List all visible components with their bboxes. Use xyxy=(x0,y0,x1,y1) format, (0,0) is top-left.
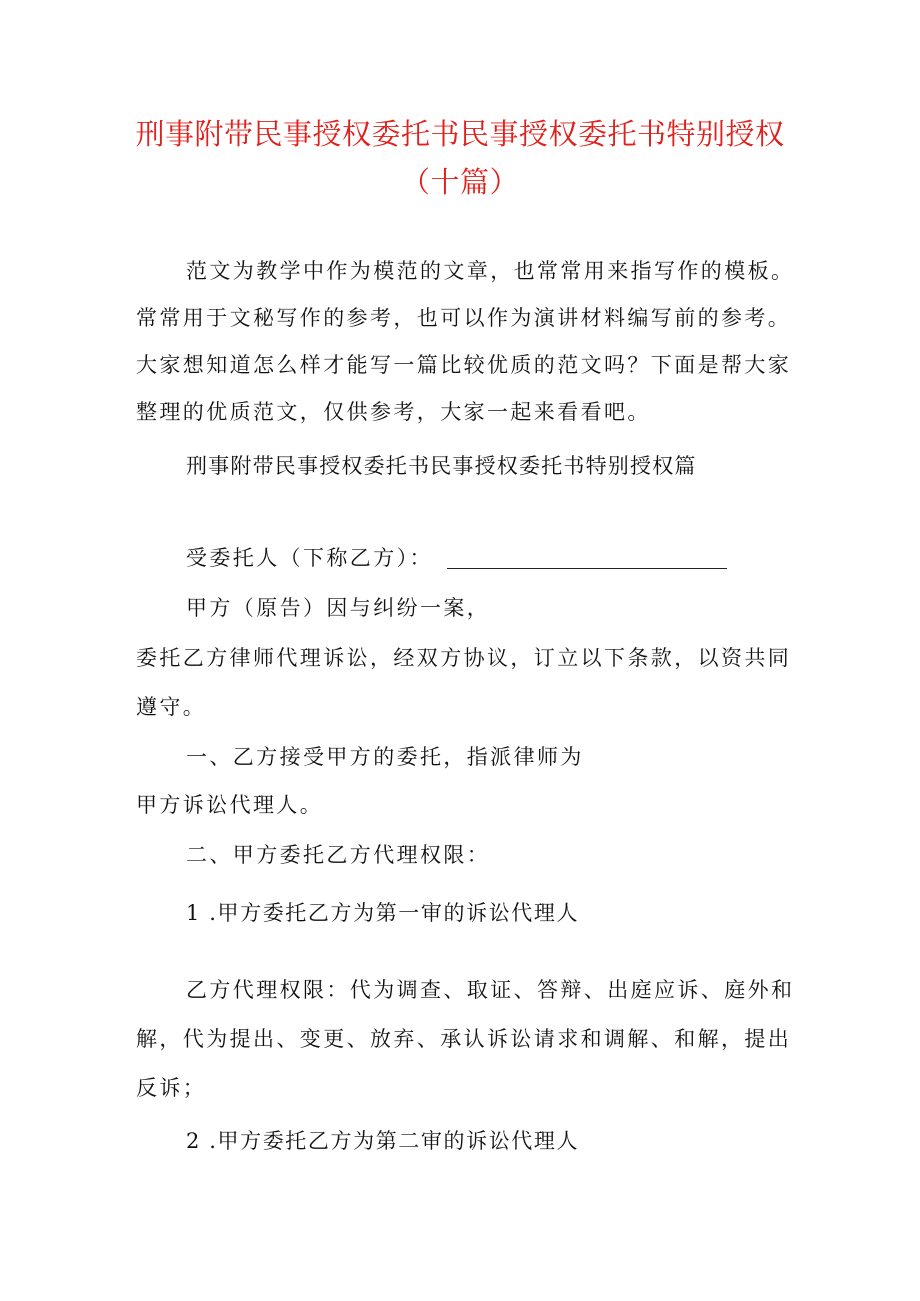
section-heading: 刑事附带民事授权委托书民事授权委托书特别授权篇 xyxy=(186,454,697,478)
trustee-row xyxy=(186,543,727,573)
document-title-line1: 刑事附带民事授权委托书民事授权委托书特别授权 xyxy=(135,117,785,151)
trustee-blank-line xyxy=(447,550,727,569)
authority-line-1: 乙方代理权限：代为调查、取证、答辩、出庭应诉、庭外和 xyxy=(186,978,795,1002)
clause-one-line-2: 甲方诉讼代理人。 xyxy=(136,793,324,817)
entrust-line-1: 委托乙方律师代理诉讼，经双方协议，订立以下条款，以资共同 xyxy=(136,646,792,670)
authority-line-2: 解，代为提出、变更、放弃、承认诉讼请求和调解、和解，提出 xyxy=(136,1027,792,1051)
intro-line-1: 范文为教学中作为模范的文章，也常常用来指写作的模板。 xyxy=(186,259,795,283)
intro-line-3: 大家想知道怎么样才能写一篇比较优质的范文吗？下面是帮大家 xyxy=(136,353,792,377)
intro-line-4: 整理的优质范文，仅供参考，大家一起来看看吧。 xyxy=(136,400,651,424)
intro-line-2: 常常用于文秘写作的参考，也可以作为演讲材料编写前的参考。 xyxy=(136,306,792,330)
party-a-case: 甲方（原告）因与纠纷一案， xyxy=(186,596,491,620)
clause-one-line-1: 一、乙方接受甲方的委托，指派律师为 xyxy=(186,745,584,769)
item-one: 1 .甲方委托乙方为第一审的诉讼代理人 xyxy=(186,901,580,925)
document-title-line2: （十篇） xyxy=(400,165,519,199)
entrust-line-2: 遵守。 xyxy=(136,695,207,719)
item-two: 2 .甲方委托乙方为第二审的诉讼代理人 xyxy=(186,1129,580,1153)
trustee-label: 受委托人（下称乙方）： xyxy=(186,546,433,570)
clause-two: 二、甲方委托乙方代理权限： xyxy=(186,843,491,867)
authority-line-3: 反诉； xyxy=(136,1076,207,1100)
